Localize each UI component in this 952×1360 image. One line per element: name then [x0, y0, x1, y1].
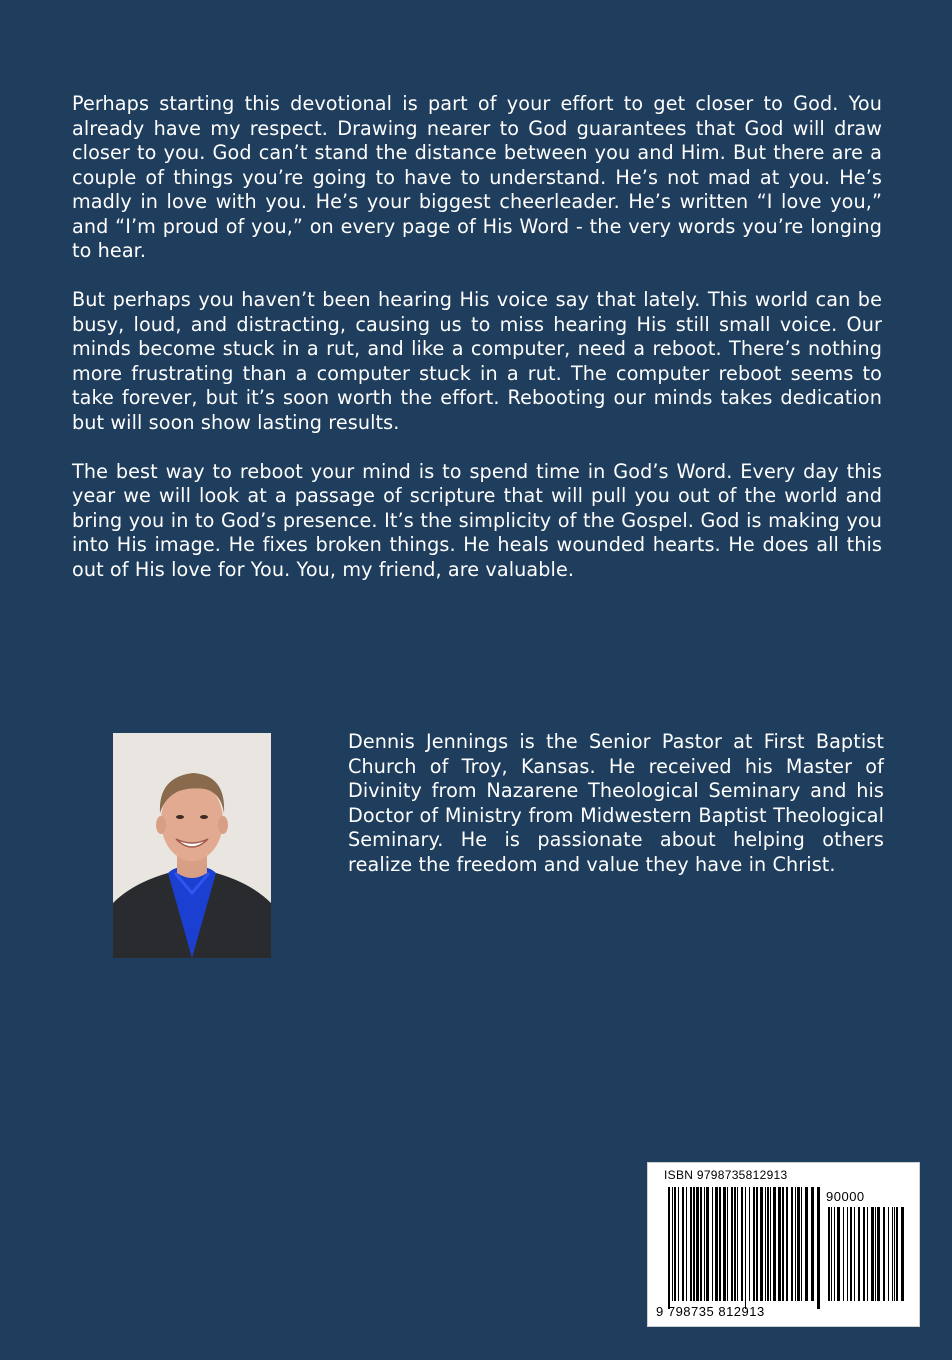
barcode-bar [734, 1187, 736, 1301]
barcode-bar [693, 1187, 695, 1301]
author-portrait-icon [113, 733, 271, 958]
addon-bar [894, 1207, 895, 1301]
barcode-bar [696, 1187, 699, 1301]
barcode-bar [682, 1187, 684, 1301]
addon-bar [896, 1207, 898, 1301]
barcode-bar [672, 1187, 673, 1301]
barcode-bar [791, 1187, 793, 1301]
addon-bar [834, 1207, 835, 1301]
barcode-bar [727, 1187, 728, 1301]
addon-bar [843, 1207, 844, 1301]
barcode-bar [723, 1187, 726, 1301]
blurb-paragraph-2: But perhaps you haven’t been hearing His voice say that lately. This world can be busy, loud, and distracting, causing us to miss hearing His still small voice. Our minds become stuck in a rut, and like a computer, need a reboot. There’s nothing more frustrating than a computer stuck in a rut. The computer reboot seems to take forever, but it’s soon worth the effort. Rebooting our minds takes dedication but will soon show lasting results. [72, 288, 882, 434]
barcode-bar [801, 1187, 802, 1301]
barcode-bar [760, 1187, 763, 1301]
barcode-bar [690, 1187, 692, 1301]
barcode-bar [795, 1187, 796, 1301]
barcode-bar [811, 1187, 814, 1301]
isbn-digits: 9 798735 812913 [656, 1304, 765, 1319]
blurb-paragraph-3: The best way to reboot your mind is to spend time in God’s Word. Every day this year we will look at a passage of scripture that will pull you out of the world and bring you in to God’s presence. It’s the simplicity of the Gospel. God is making you into His image. He fixes broken things. He heals wounded hearts. He does all this out of His love for You. You, my friend, are valuable. [72, 459, 882, 581]
barcode-bar [706, 1187, 709, 1301]
addon-bar [883, 1207, 885, 1301]
barcode-bar [745, 1187, 746, 1309]
addon-bar [871, 1207, 874, 1301]
barcode-bar [704, 1187, 705, 1301]
barcode-bar [700, 1187, 702, 1301]
barcode-bar [805, 1187, 808, 1301]
barcode-bar [749, 1187, 750, 1301]
addon-bar [850, 1207, 852, 1301]
addon-bar [858, 1207, 860, 1301]
author-photo [113, 733, 271, 958]
addon-bar [854, 1207, 855, 1301]
addon-bar [901, 1207, 904, 1301]
barcode-bar [773, 1187, 776, 1301]
isbn-label: ISBN 9798735812913 [664, 1168, 788, 1182]
barcode-bar [770, 1187, 771, 1301]
barcode-bar [737, 1187, 738, 1301]
author-bio: Dennis Jennings is the Senior Pastor at First Baptist Church of Troy, Kansas. He received his Master of Divinity from Nazarene Theological Seminary and his Doctor of Ministry from Midwestern Baptist Theological Seminary. He is passionate about helping others realize the freedom and value they have in Christ. [348, 730, 884, 876]
addon-bar [863, 1207, 865, 1301]
barcode-bar [712, 1187, 713, 1301]
barcode-bar [668, 1187, 670, 1309]
barcode-bar [719, 1187, 721, 1301]
isbn-addon: 90000 [826, 1189, 865, 1204]
barcode-bar [715, 1187, 718, 1301]
barcode-bar [786, 1187, 788, 1301]
barcode-bar [817, 1187, 820, 1309]
addon-bar [828, 1207, 830, 1301]
addon-bar [877, 1207, 880, 1301]
addon-bar [875, 1207, 876, 1301]
barcode-bar [782, 1187, 784, 1301]
addon-bar [867, 1207, 868, 1301]
addon-bar [888, 1207, 889, 1301]
back-cover-blurb [72, 92, 882, 607]
barcode-bar [756, 1187, 758, 1301]
barcode-bar [797, 1187, 800, 1301]
addon-bar [837, 1207, 840, 1301]
blurb-paragraph-1: Perhaps starting this devotional is part of your effort to get closer to God. You already have my respect. Drawing nearer to God guarantees that God will draw closer to you. God can’t stand the distance between you and Him. But there are a couple of things you’re going to have to understand. He’s not mad at you. He’s madly in love with you. He’s your biggest cheerleader. He’s written “I love you,” and “I’m proud of you,” on every page of His Word - the very words you’re longing to hear. [72, 92, 882, 262]
isbn-barcode [647, 1162, 920, 1327]
barcode-bar [731, 1187, 733, 1301]
barcode-bar [778, 1187, 781, 1301]
barcode-bars-icon [648, 1163, 919, 1326]
addon-bar [892, 1207, 893, 1301]
addon-bar [847, 1207, 848, 1301]
barcode-bar [674, 1187, 676, 1301]
barcode-bar [765, 1187, 766, 1301]
barcode-bar [767, 1187, 769, 1301]
barcode-bar [686, 1187, 687, 1301]
barcode-bar [741, 1187, 743, 1301]
barcode-bar [678, 1187, 679, 1301]
barcode-bar [753, 1187, 755, 1301]
addon-bar [831, 1207, 832, 1301]
